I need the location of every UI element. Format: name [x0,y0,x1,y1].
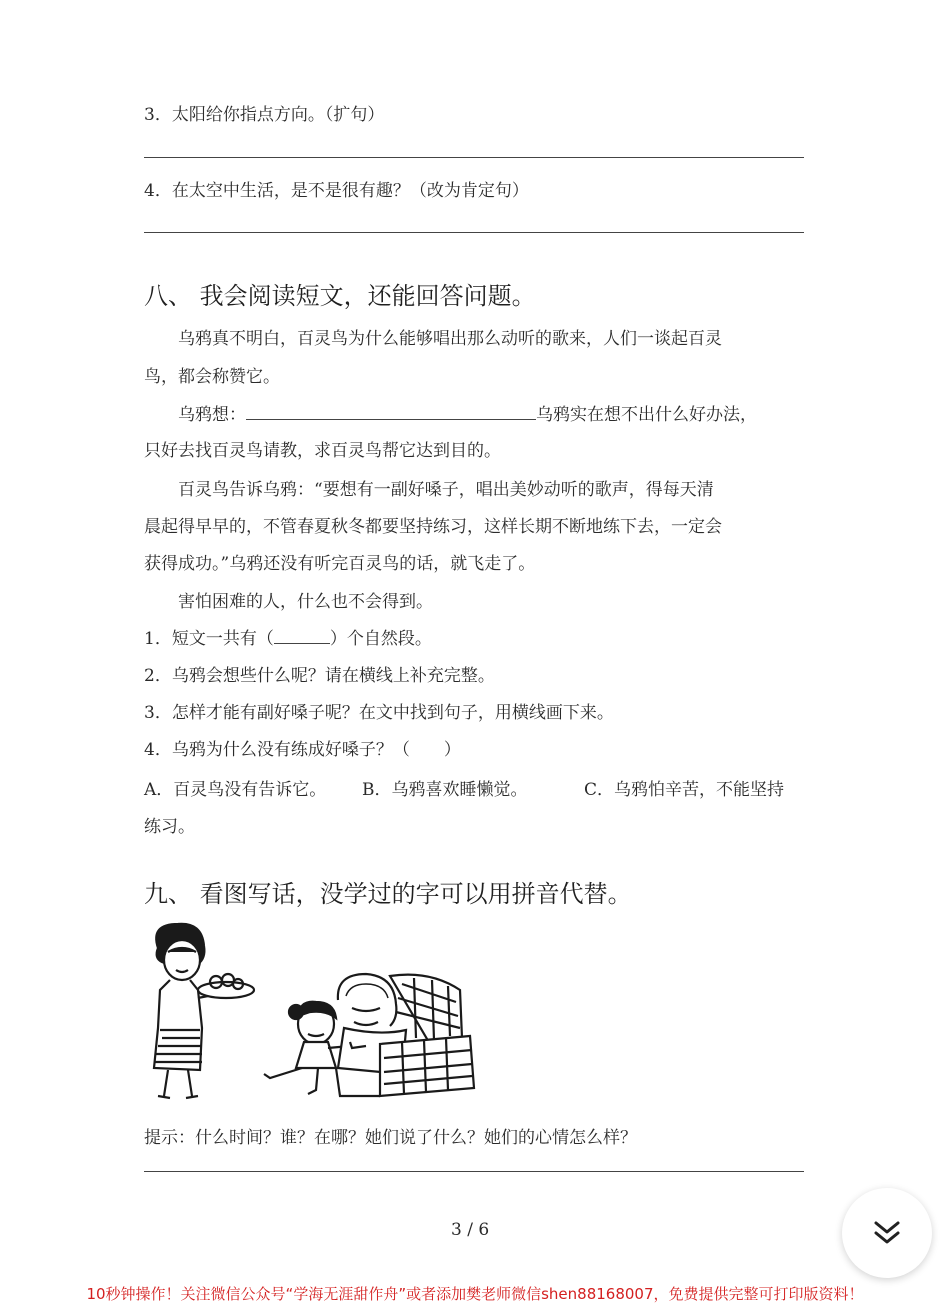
fill-in-blank-paragraph-count[interactable] [274,625,330,644]
section-9-heading: 九、 看图写话，没学过的字可以用拼音代替。 [144,880,632,908]
question-4-affirmative: 4．在太空中生活，是不是很有趣？（改为肯定句） [144,181,529,201]
question-1-paragraphs [144,624,432,649]
passage-p1-line2: 鸟，都会称赞它。 [144,367,280,387]
passage-p2-line2: 只好去找百灵鸟请教，求百灵鸟帮它达到目的。 [144,441,501,461]
question-4: 4．乌鸦为什么没有练成好嗓子？（ ） [144,740,461,760]
footer-notice: 10秒钟操作！关注微信公众号“学海无涯甜作舟”或者添加樊老师微信shen88168007，免费提供完整可打印版资料！ [86,1285,864,1303]
passage-p2-suffix: 乌鸦实在想不出什么好办法， [536,405,757,425]
writing-hint: 提示：什么时间？谁？在哪？她们说了什么？她们的心情怎么样？ [144,1128,637,1148]
section-8-heading: 八、 我会阅读短文，还能回答问题。 [144,282,536,310]
question-3-expand: 3．太阳给你指点方向。（扩句） [144,105,385,125]
option-c: C．乌鸦怕辛苦，不能坚持 [584,780,785,800]
answer-line [144,157,804,158]
question-1-suffix: ）个自然段。 [329,629,432,649]
page-indicator: 3 / 6 [451,1220,490,1240]
scroll-down-button[interactable] [842,1188,932,1278]
option-c-continued: 练习。 [144,817,195,837]
passage-p3-line2: 晨起得早早的，不管春夏秋冬都要坚持练习，这样长期不断地练下去，一定会 [144,517,722,537]
passage-p2-prefix: 乌鸦想： [178,405,246,425]
option-a: A．百灵鸟没有告诉它。 [144,780,327,800]
illustration-family-scene [140,918,480,1108]
passage-p3-line1: 百灵鸟告诉乌鸦：“要想有一副好嗓子，唱出美妙动听的歌声，得每天清 [178,480,714,500]
question-3: 3．怎样才能有副好嗓子呢？在文中找到句子，用横线画下来。 [144,703,614,723]
fill-in-blank-crow-thought[interactable] [246,401,536,420]
question-1-prefix: 1．短文一共有（ [144,629,274,649]
passage-p1-line1: 乌鸦真不明白，百灵鸟为什么能够唱出那么动听的歌来，人们一谈起百灵 [178,329,722,349]
passage-p3-line3: 获得成功。”乌鸦还没有听完百灵鸟的话，就飞走了。 [144,554,536,574]
double-chevron-down-icon [872,1218,902,1248]
answer-line [144,1171,804,1172]
option-b: B．乌鸦喜欢睡懒觉。 [362,780,528,800]
passage-p4: 害怕困难的人，什么也不会得到。 [178,592,433,612]
question-2: 2．乌鸦会想些什么呢？请在横线上补充完整。 [144,666,495,686]
passage-p2-line1 [178,400,757,425]
answer-line [144,232,804,233]
